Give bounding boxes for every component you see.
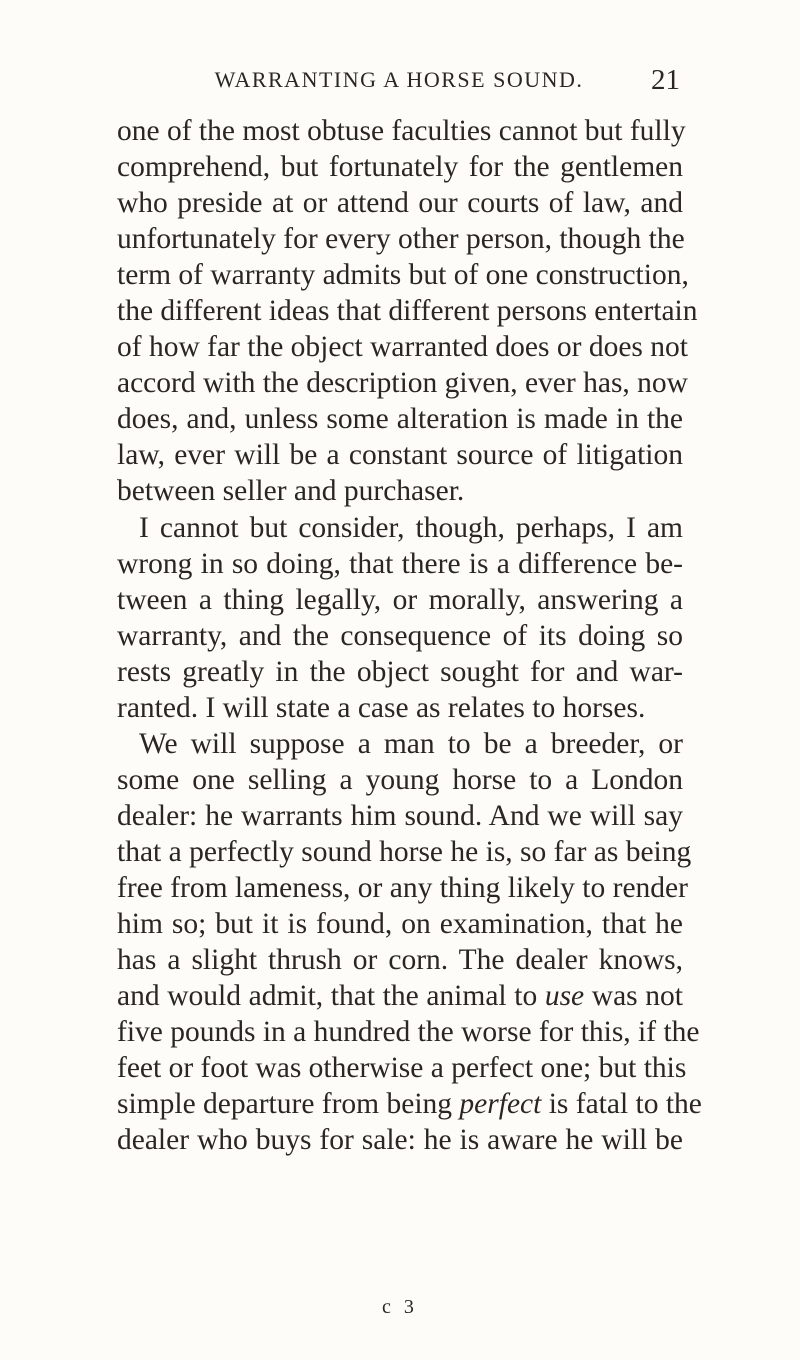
text-line: does, and, unless some alteration is made in the xyxy=(117,403,683,436)
text-line: dealer: he warrants him sound. And we will say xyxy=(117,799,683,832)
paragraph xyxy=(117,726,702,1159)
text-line: five pounds in a hundred the worse for this, if the xyxy=(117,1016,700,1049)
text-line: has a slight thrush or corn. The dealer knows, xyxy=(117,944,683,977)
text-line: free from lameness, or any thing likely to render xyxy=(117,871,688,904)
text-segment: simple departure from being xyxy=(117,1088,460,1121)
text-line: feet or foot was otherwise a perfect one; but this xyxy=(117,1052,687,1085)
text-line: term of warranty admits but of one construction, xyxy=(117,259,689,292)
text-line xyxy=(117,978,683,1014)
text-line: dealer who buys for sale: he is aware he will be xyxy=(117,1124,683,1157)
text-line: wrong in so doing, that there is a difference be- xyxy=(117,547,683,580)
text-segment: and would admit, that the animal to xyxy=(117,980,545,1013)
italic-word: perfect xyxy=(459,1088,542,1121)
signature-mark: c 3 xyxy=(382,1296,418,1318)
text-line: him so; but it is found, on examination, that he xyxy=(117,908,683,941)
running-head: WARRANTING A HORSE SOUND. xyxy=(214,67,584,92)
italic-word: use xyxy=(544,980,585,1013)
text-line: tween a thing legally, or morally, answering a xyxy=(117,583,683,616)
text-line: some one selling a young horse to a London xyxy=(117,763,683,796)
text-segment: was not xyxy=(584,980,683,1013)
text-line: the different ideas that different persons entertain xyxy=(117,295,698,328)
paragraph xyxy=(117,113,698,510)
body-text xyxy=(117,113,702,1158)
text-line: unfortunately for every other person, though the xyxy=(117,223,685,256)
text-line: that a perfectly sound horse he is, so far as being xyxy=(117,835,692,868)
text-line: We will suppose a man to be a breeder, or xyxy=(139,727,683,760)
text-line: law, ever will be a constant source of litigation xyxy=(117,439,683,472)
text-line: comprehend, but fortunately for the gentlemen xyxy=(117,151,683,184)
text-line: between seller and purchaser. xyxy=(117,475,465,508)
page-number: 21 xyxy=(651,64,680,96)
text-line: one of the most obtuse faculties cannot but fully xyxy=(117,115,686,147)
text-line: accord with the description given, ever has, now xyxy=(117,367,688,400)
text-line: warranty, and the consequence of its doing so xyxy=(117,619,683,652)
text-line: of how far the object warranted does or does not xyxy=(117,331,688,364)
text-line xyxy=(117,1086,702,1122)
text-line: ranted. I will state a case as relates to horses. xyxy=(117,691,646,724)
page-header xyxy=(118,62,680,98)
text-line: who preside at or attend our courts of law, and xyxy=(117,187,683,220)
paragraph xyxy=(117,510,683,726)
text-line: I cannot but consider, though, perhaps, I am xyxy=(139,511,683,544)
text-segment: is fatal to the xyxy=(541,1088,702,1121)
text-line: rests greatly in the object sought for and war- xyxy=(117,655,683,688)
